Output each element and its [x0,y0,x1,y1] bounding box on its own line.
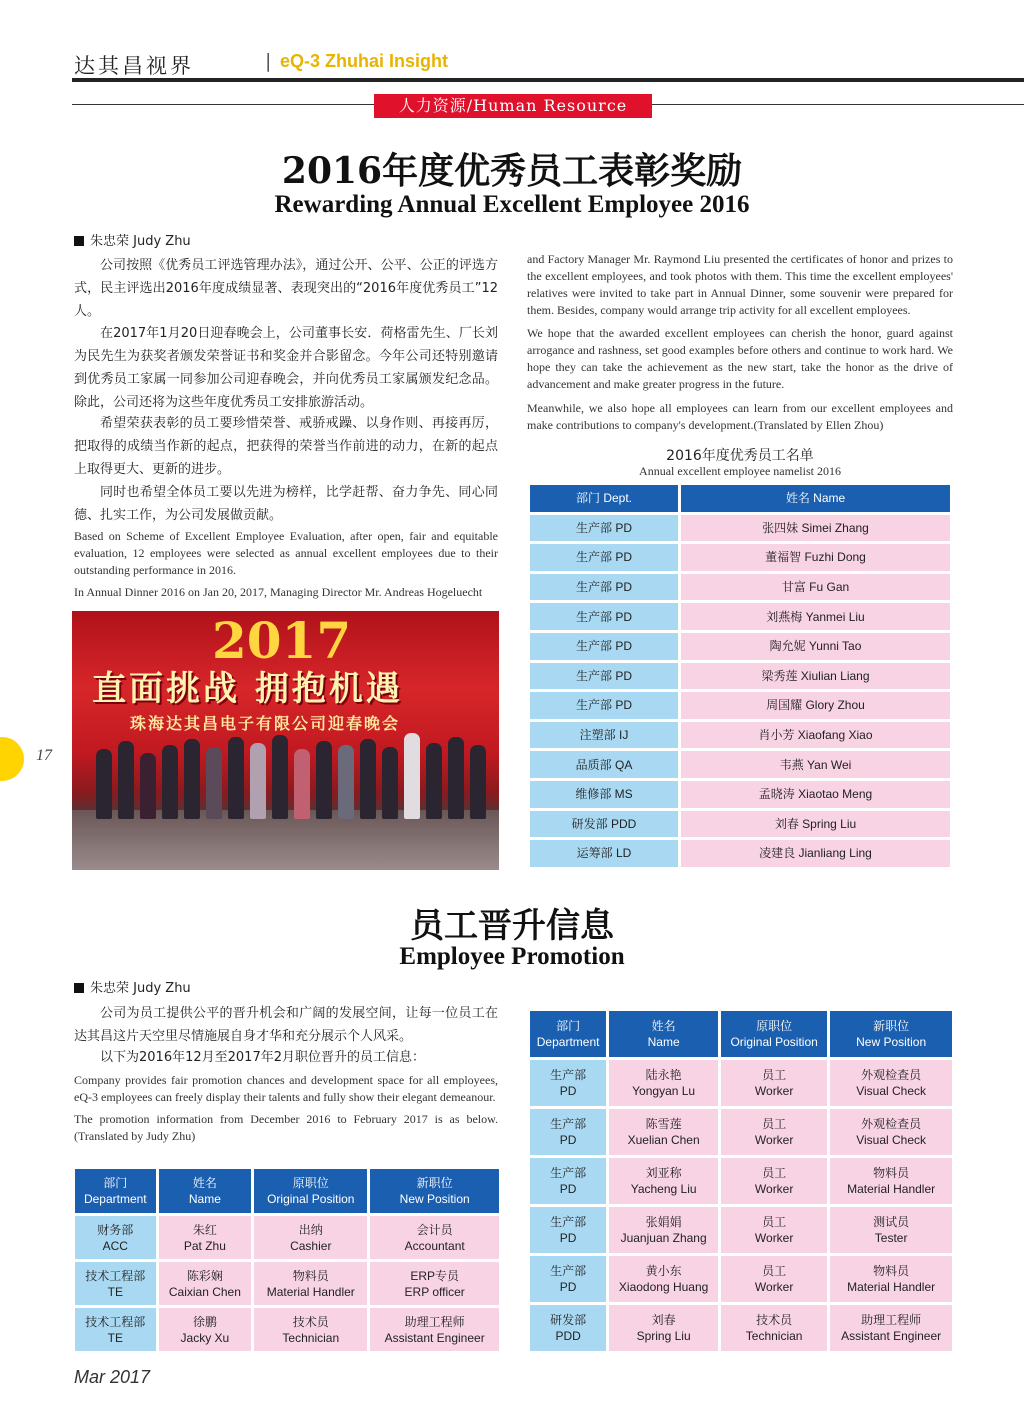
cell-cn: 张娟娟 [645,1215,682,1229]
header-cell [370,1169,499,1213]
masthead-separator: | [265,50,272,72]
section-tag: 人力资源/Human Resource [374,94,652,118]
article2-title-en: Employee Promotion [399,943,625,970]
table-header-row [75,1169,499,1213]
header-cell [254,1169,367,1213]
cell-dept: 运筹部 LD [530,840,678,867]
cell-name: 张四妹 Simei Zhang [681,515,950,542]
masthead-rule [72,78,1024,82]
cell-name: 肖小芳 Xiaofang Xiao [681,722,950,749]
table-cell [609,1305,718,1351]
table-row [530,1305,952,1351]
promotion-table-right [527,1008,955,1354]
header-en: Name [647,1035,680,1049]
cell-cn: 技术工程部 [85,1314,146,1329]
header-cn: 原职位 [756,1019,793,1033]
table-cell [370,1216,499,1259]
cell-cn: 测试员 [873,1215,910,1229]
table-cell [609,1109,718,1155]
cell-dept: 研发部 PDD [530,811,678,838]
cell-en: Pat Zhu [183,1238,226,1253]
article1-title-en: Rewarding Annual Excellent Employee 2016 [274,191,750,218]
cell-en: Spring Liu [636,1329,691,1343]
table-header-row [530,1011,952,1057]
cell-en: Visual Check [856,1084,927,1098]
article2-cn-para-1: 公司为员工提供公平的晋升机会和广阔的发展空间，让每一位员工在达其昌这片天空里尽情施展自身才华和充分展示个人风采。 [74,1006,498,1044]
cell-cn: 员工 [762,1264,787,1278]
cell-dept: 生产部 PD [530,633,678,660]
table-cell [721,1158,827,1204]
cell-dept: 生产部 PD [530,692,678,719]
table-cell [721,1109,827,1155]
photo-year-text: 2017 [212,611,352,670]
cell-en: Tester [874,1231,908,1245]
cell-cn: 助理工程师 [404,1314,465,1329]
table-cell [370,1262,499,1305]
cell-name: 凌建良 Jianliang Ling [681,840,950,867]
cell-cn: 员工 [762,1215,787,1229]
cell-name: 韦燕 Yan Wei [681,751,950,778]
cell-en: Xuelian Chen [627,1133,700,1147]
table-cell [159,1216,252,1259]
cell-dept: 注塑部 IJ [530,722,678,749]
cell-en: Accountant [404,1238,465,1253]
table-cell [254,1308,367,1351]
cell-en: PDD [555,1329,581,1343]
table-cell [721,1060,827,1106]
photo-stage [72,810,499,870]
table-cell [159,1308,252,1351]
table-cell [530,1305,606,1351]
cell-cn: 生产部 [550,1215,587,1229]
promotion-table-left [72,1166,502,1354]
byline-author: 朱忠荣 Judy Zhu [90,981,191,996]
cell-en: Material Handler [847,1182,936,1196]
cell-name: 孟晓涛 Xiaotao Meng [681,781,950,808]
cell-cn: 刘亚称 [645,1166,682,1180]
cell-en: TE [107,1284,123,1299]
cell-cn: 出纳 [298,1222,323,1237]
magazine-title-en: eQ-3 Zhuhai Insight [280,51,449,71]
article1-cn-para-3: 希望荣获表彰的员工要珍惜荣誉、戒骄戒躁、以身作则、再接再厉，把取得的成绩当作新的起点，把获得的荣誉当作前进的动力，在新的起点上取得更大、更新的进步。 [74,416,498,477]
photo-crowd [88,729,488,819]
article1-cn-para-1: 公司按照《优秀员工评选管理办法》，通过公开、公平、公正的评选方式，民主评选出2016年度成绩显著、表现突出的“2016年度优秀员工”12人。 [74,258,498,319]
cell-en: Cashier [290,1238,332,1253]
header-cell [721,1011,827,1057]
cell-en: Worker [754,1133,794,1147]
table-cell [609,1060,718,1106]
honor-list-table [527,482,953,870]
table-cell [75,1262,156,1305]
cell-dept: 生产部 PD [530,574,678,601]
article1-byline [74,230,191,249]
header-cell [530,1011,606,1057]
cell-dept: 生产部 PD [530,544,678,571]
table-cell [159,1262,252,1305]
table-row [530,603,950,630]
header-name: 姓名 Name [681,485,950,512]
cell-en: Jacky Xu [180,1330,230,1345]
cell-en: Juanjuan Zhang [620,1231,707,1245]
table-cell [830,1305,952,1351]
table-cell [370,1308,499,1351]
promotion-right-body [530,1060,952,1351]
table-row [530,1207,952,1253]
cell-en: ERP officer [404,1284,465,1299]
header-en: New Position [399,1192,470,1206]
table-cell [530,1256,606,1302]
table-header-row [530,485,950,512]
article2-en-para-2: The promotion information from December 2016 to February 2017 is as below. (Translated by Judy Zhu) [74,1112,498,1143]
table-row [530,781,950,808]
article1-cn-para-2: 在2017年1月20日迎春晚会上，公司董事长安．荷格雷先生、厂长刘为民先生为获奖者颁发荣誉证书和奖金并合影留念。今年公司还特别邀请到优秀员工家属一同参加公司迎春晚会，并向优秀员工家属颁发纪念品。除此，公司还将为这些年度优秀员工安排旅游活动。 [74,326,498,410]
cell-en: Material Handler [266,1284,355,1299]
header-en: Original Position [730,1035,818,1049]
table-cell [75,1216,156,1259]
bullet-square-icon [74,236,84,246]
cell-cn: 技术员 [292,1314,329,1329]
article2-cn-para-2: 以下为2016年12月至2017年2月职位晋升的员工信息： [100,1050,425,1065]
promotion-left-body [75,1216,499,1351]
cell-en: TE [107,1330,123,1345]
header-cn: 新职位 [873,1019,910,1033]
table-row [530,692,950,719]
article1-en-right-3: Meanwhile, we also hope all employees can learn from our excellent employees and make contributions to company's development.(Translated by Ellen Zhou) [527,401,953,432]
article1-en-right-1: and Factory Manager Mr. Raymond Liu presented the certificates of honor and prizes to the excellent employees, and took photos with them. This time the excellent employees' relatives were invited to take part in Annual Dinner, some souvenir were prepared for them. Besides, company would arrange trip activity for all excellent employees. [527,252,953,317]
table-row [530,544,950,571]
cell-en: Yongyan Lu [632,1084,696,1098]
honor-list-body [530,515,950,867]
cell-en: PD [559,1182,577,1196]
cell-cn: 生产部 [550,1166,587,1180]
cell-dept: 维修部 MS [530,781,678,808]
header-cell [159,1169,252,1213]
cell-cn: 助理工程师 [861,1313,922,1327]
cell-en: Assistant Engineer [384,1330,485,1345]
table-row [530,1256,952,1302]
honor-list-title-en: Annual excellent employee namelist 2016 [639,464,841,478]
masthead [72,46,1024,78]
page-number: 17 [36,747,52,764]
table-row [530,751,950,778]
header-en: Department [536,1035,600,1049]
table-cell [830,1256,952,1302]
cell-en: Material Handler [847,1280,936,1294]
cell-en: Worker [754,1084,794,1098]
page-tab-marker [0,737,24,781]
table-cell [609,1256,718,1302]
cell-en: Worker [754,1231,794,1245]
article2-en-para-1: Company provides fair promotion chances and development space for all employees, eQ-3 employees can freely display their talents and fully show their elegant demeanour. [74,1073,498,1104]
photo-subtitle-text: 珠海达其昌电子有限公司迎春晚会 [130,714,401,733]
cell-cn: 会计员 [416,1222,453,1237]
cell-cn: 研发部 [550,1313,587,1327]
award-group-photo [72,611,499,870]
cell-en: PD [559,1280,577,1294]
cell-en: Visual Check [856,1133,927,1147]
cell-cn: 外观检查员 [861,1117,922,1131]
header-en: Department [83,1192,147,1206]
cell-cn: 黄小东 [645,1264,682,1278]
cell-cn: 生产部 [550,1068,587,1082]
honor-list-title-cn: 2016年度优秀员工名单 [666,448,814,464]
cell-name: 梁秀莲 Xiulian Liang [681,663,950,690]
table-row [75,1262,499,1305]
cell-cn: 员工 [762,1068,787,1082]
table-row [530,1109,952,1155]
cell-en: Assistant Engineer [841,1329,942,1343]
table-cell [609,1158,718,1204]
article2-byline [74,977,191,996]
photo-banner-text: 直面挑战 拥抱机遇 [92,669,403,709]
cell-dept: 品质部 QA [530,751,678,778]
table-cell [830,1207,952,1253]
header-cn: 姓名 [651,1019,676,1033]
table-cell [609,1207,718,1253]
table-cell [530,1060,606,1106]
table-row [530,515,950,542]
cell-cn: 物料员 [292,1268,329,1283]
cell-en: PD [559,1133,577,1147]
cell-en: Worker [754,1280,794,1294]
table-cell [721,1256,827,1302]
header-cn: 原职位 [292,1176,329,1190]
cell-cn: 刘春 [651,1313,676,1327]
cell-cn: 员工 [762,1166,787,1180]
table-cell [721,1305,827,1351]
table-row [530,1158,952,1204]
table-row [530,633,950,660]
cell-name: 刘春 Spring Liu [681,811,950,838]
cell-en: PD [559,1231,577,1245]
cell-cn: ERP专员 [410,1268,460,1283]
issue-date: Mar 2017 [74,1367,151,1387]
bullet-square-icon [74,983,84,993]
table-row [530,722,950,749]
cell-cn: 生产部 [550,1264,587,1278]
cell-cn: 徐鹏 [192,1314,217,1329]
table-cell [254,1216,367,1259]
cell-en: Xiaodong Huang [618,1280,709,1294]
cell-en: ACC [102,1238,128,1253]
cell-name: 陶允妮 Yunni Tao [681,633,950,660]
cell-cn: 陈雪莲 [645,1117,682,1131]
table-row [530,574,950,601]
cell-cn: 外观检查员 [861,1068,922,1082]
article2-title-cn: 员工晋升信息 [410,906,614,946]
cell-en: Yacheng Liu [630,1182,697,1196]
cell-cn: 财务部 [97,1222,134,1237]
article1-en-para-1: Based on Scheme of Excellent Employee Evaluation, after open, fair and equitable evaluation, 12 employees were selected as annual excellent employees due to their outstanding performance in 2016. [74,529,498,577]
header-en: Original Position [267,1192,355,1206]
header-dept: 部门 Dept. [530,485,678,512]
header-cn: 部门 [556,1019,581,1033]
cell-en: Technician [282,1330,340,1345]
cell-cn: 陆永艳 [645,1068,682,1082]
header-cell [75,1169,156,1213]
cell-cn: 技术工程部 [85,1268,146,1283]
table-row [530,1060,952,1106]
article1-cn-para-4: 同时也希望全体员工要以先进为榜样，比学赶帮、奋力争先、同心同德、扎实工作，为公司发展做贡献。 [74,485,498,523]
table-cell [830,1060,952,1106]
cell-name: 董福智 Fuzhi Dong [681,544,950,571]
article1-title-cn: 2016年度优秀员工表彰奖励 [281,150,743,192]
cell-en: Technician [745,1329,803,1343]
table-cell [721,1207,827,1253]
cell-en: Caixian Chen [168,1284,241,1299]
cell-name: 甘富 Fu Gan [681,574,950,601]
cell-en: Worker [754,1182,794,1196]
table-row [530,663,950,690]
cell-dept: 生产部 PD [530,515,678,542]
cell-cn: 生产部 [550,1117,587,1131]
table-row [75,1216,499,1259]
table-cell [830,1109,952,1155]
header-cell [830,1011,952,1057]
table-cell [530,1158,606,1204]
table-row [530,811,950,838]
table-row [75,1308,499,1351]
cell-cn: 陈彩娴 [186,1268,223,1283]
cell-name: 周国耀 Glory Zhou [681,692,950,719]
byline-author: 朱忠荣 Judy Zhu [90,234,191,249]
table-cell [830,1158,952,1204]
cell-dept: 生产部 PD [530,603,678,630]
cell-dept: 生产部 PD [530,663,678,690]
cell-cn: 物料员 [873,1166,910,1180]
header-en: Name [188,1192,221,1206]
table-cell [75,1308,156,1351]
table-cell [530,1207,606,1253]
header-cn: 部门 [103,1176,128,1190]
header-cn: 姓名 [192,1176,217,1190]
header-cell [609,1011,718,1057]
header-en: New Position [856,1035,927,1049]
magazine-title-cn: 达其昌视界 [74,54,194,78]
cell-en: PD [559,1084,577,1098]
header-cn: 新职位 [416,1176,453,1190]
article1-en-right-2: We hope that the awarded excellent employees can cherish the honor, guard against arrogance and rashness, set good examples before others and continue to work hard. We hope they can take the achievement as the new start, take the honor as the drive of advancement and make greater progress in the future. [527,326,953,391]
cell-cn: 技术员 [756,1313,793,1327]
cell-cn: 朱红 [192,1222,217,1237]
table-cell [530,1109,606,1155]
cell-name: 刘燕梅 Yanmei Liu [681,603,950,630]
cell-cn: 物料员 [873,1264,910,1278]
table-cell [254,1262,367,1305]
article1-en-para-2: In Annual Dinner 2016 on Jan 20, 2017, Managing Director Mr. Andreas Hogeluecht [74,585,483,599]
table-row [530,840,950,867]
cell-cn: 员工 [762,1117,787,1131]
